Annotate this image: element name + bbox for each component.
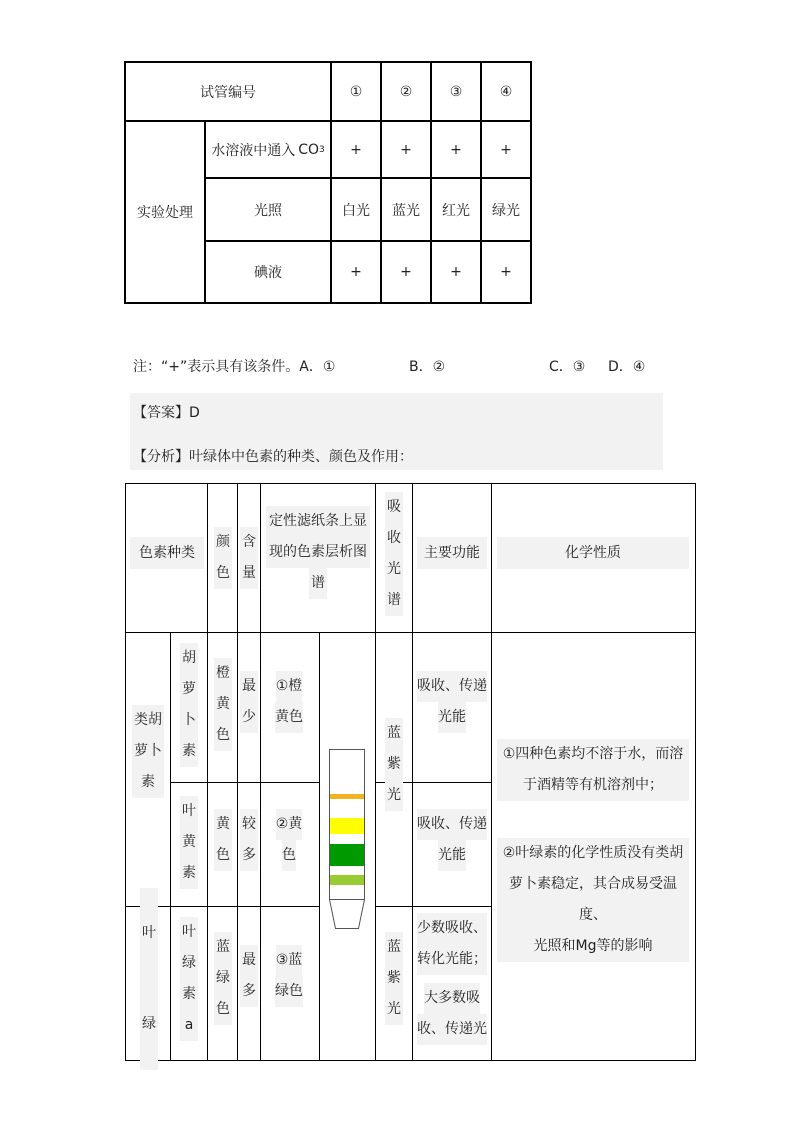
iodine-row-label: 碘液 — [254, 265, 282, 281]
table-cell: + — [350, 264, 362, 280]
table-cell: + — [350, 141, 362, 158]
header-main-function: 主要功能 — [417, 537, 487, 569]
carotene-function: 吸收、传递 光能 — [416, 670, 488, 734]
analysis-line: 【分析】叶绿体中色素的种类、颜色及作用： — [133, 449, 413, 465]
header-amount: 含量 — [240, 506, 258, 610]
xanthophyll-name: 叶黄素 — [175, 794, 203, 890]
table-rule — [207, 484, 208, 1060]
strip-outline — [330, 750, 365, 929]
absorption-carotenoids: 蓝紫光 — [380, 716, 408, 812]
table-cell: + — [500, 264, 512, 280]
co2-row-label: 水溶液中通入 CO 3 — [211, 141, 325, 159]
tube-number-header: 试管编号 — [200, 84, 256, 101]
table-rule — [170, 782, 319, 783]
table-rule — [491, 484, 492, 1060]
carotene-name: 胡萝卜素 — [175, 642, 203, 768]
xanthophyll-band-label: ②黄 色 — [264, 808, 314, 872]
treatment-group-label: 实验处理 — [137, 205, 193, 221]
group-carotenoids: 类胡萝卜素 — [130, 696, 166, 806]
tube-4-header: ④ — [499, 83, 513, 100]
tube-1-header: ① — [349, 83, 363, 100]
table-cell: + — [400, 141, 412, 158]
experiment-table — [124, 61, 532, 304]
xanthophyll-amount: 较多 — [240, 808, 258, 872]
header-chemical-property: 化学性质 — [497, 537, 689, 569]
band-chlorophyll-b — [330, 875, 364, 885]
table-rule — [237, 484, 238, 1060]
xanthophyll-function: 吸收、传递 光能 — [416, 808, 488, 872]
band-carotene — [330, 794, 364, 799]
pigment-table — [125, 483, 696, 1061]
option-c: C．③ — [549, 359, 586, 375]
table-rule — [412, 484, 413, 1060]
table-cell: + — [400, 264, 412, 280]
chemistry-stability: ②叶绿素的化学性质没有类胡 萝卜素稳定，其合成易受温度、 光照和Mg等的影响 — [496, 852, 690, 948]
option-b: B．② — [409, 359, 446, 375]
header-chromatogram: 定性滤纸条上显 现的色素层析图 谱 — [264, 504, 372, 600]
carotene-band-label: ①橙 黄色 — [264, 670, 314, 734]
carotene-amount: 最少 — [240, 670, 258, 734]
table-rule — [375, 906, 491, 907]
chlorophyll-a-band-label: ③蓝 绿色 — [264, 944, 314, 1008]
chromatography-strip — [325, 746, 369, 932]
chlorophyll-a-name: 叶绿素 a — [175, 916, 203, 1042]
header-absorption-spectrum: 吸收光谱 — [378, 492, 410, 616]
group-chlorophyll: 叶绿 — [137, 916, 161, 1042]
table-cell: + — [450, 264, 462, 280]
header-pigment-type: 色素种类 — [130, 537, 204, 569]
header-color: 颜色 — [211, 506, 235, 610]
table-cell: 红光 — [442, 202, 470, 219]
xanthophyll-color: 黄色 — [211, 808, 235, 872]
tube-3-header: ③ — [449, 83, 463, 100]
table-cell: 白光 — [342, 202, 370, 219]
light-row-label: 光照 — [254, 202, 282, 219]
tube-2-header: ② — [399, 83, 413, 100]
band-chlorophyll-a — [330, 844, 364, 866]
chemistry-solubility: ①四种色素均不溶于水，而溶 于酒精等有机溶剂中； — [496, 732, 690, 808]
table-rule — [170, 632, 171, 1060]
table-cell: + — [500, 141, 512, 158]
answer-line: 【答案】D — [133, 405, 200, 421]
table-cell: 绿光 — [492, 202, 520, 219]
option-d: D．④ — [608, 359, 646, 375]
chlorophyll-a-function: 少数吸收、 转化光能； 大多数吸 收、传递光 — [414, 914, 490, 1044]
band-xanthophyll — [330, 818, 364, 834]
note-prefix: 注：“+”表示具有该条件。A．① — [133, 359, 336, 375]
table-cell: + — [450, 141, 462, 158]
table-rule — [319, 632, 320, 1060]
table-rule — [375, 484, 376, 1060]
absorption-chlorophyll: 蓝紫光 — [380, 930, 408, 1026]
chlorophyll-a-color: 蓝绿色 — [211, 930, 235, 1026]
table-cell: 蓝光 — [392, 202, 420, 219]
chlorophyll-a-amount: 最多 — [240, 944, 258, 1008]
table-rule — [126, 632, 695, 633]
table-rule — [260, 484, 261, 1060]
carotene-color: 橙黄色 — [211, 656, 235, 752]
